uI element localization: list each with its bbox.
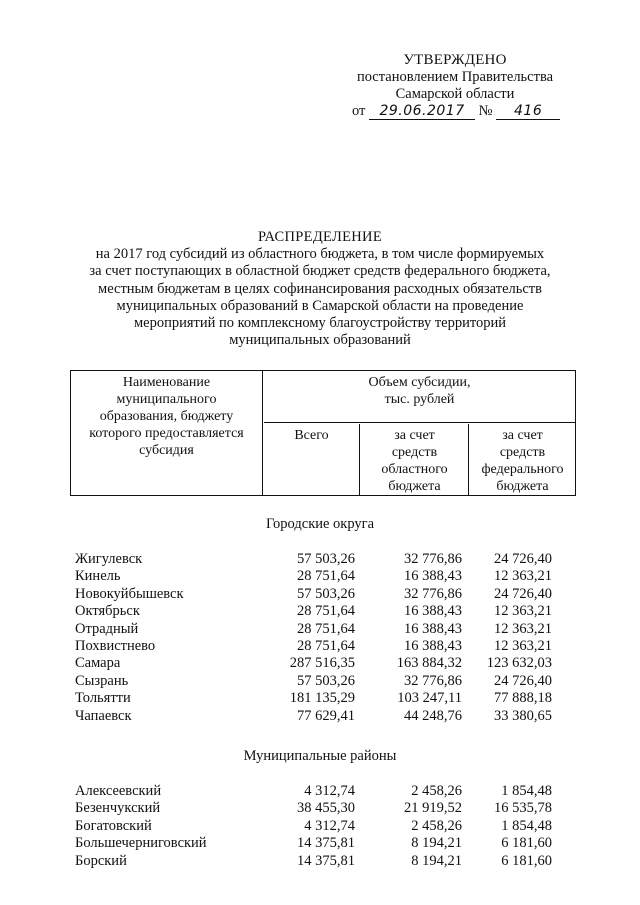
regional-value: 32 776,86 <box>404 585 462 602</box>
header-total-column <box>264 424 360 495</box>
federal-value: 12 363,21 <box>494 620 552 637</box>
title-line: за счет поступающих в областной бюджет средств федерального бюджета, <box>89 263 551 280</box>
title-line: местным бюджетам в целях софинансирования расходных обязательств <box>98 280 542 297</box>
total-value: 28 751,64 <box>297 637 355 654</box>
municipality-name: Октябрьск <box>75 603 140 620</box>
regional-value: 16 388,43 <box>404 637 462 654</box>
regional-value: 103 247,11 <box>397 690 462 707</box>
section-title-city-districts: Городские округа <box>265 516 375 532</box>
header-text: бюджета <box>388 479 441 494</box>
federal-value: 12 363,21 <box>494 637 552 654</box>
municipality-name: Самара <box>75 655 121 672</box>
municipality-name: Сызрань <box>75 672 129 689</box>
federal-value: 1 854,48 <box>501 783 552 799</box>
total-value: 77 629,41 <box>297 707 355 724</box>
number-prefix: № <box>478 103 493 119</box>
federal-value: 16 535,78 <box>494 800 552 817</box>
municipality-name: Кинель <box>75 568 121 585</box>
approval-line-2: Самарской области <box>395 86 515 102</box>
regional-value: 8 194,21 <box>411 852 462 869</box>
table-row <box>0 638 640 655</box>
total-value: 28 751,64 <box>297 568 355 585</box>
total-value: 38 455,30 <box>297 800 355 817</box>
total-value: 4 312,74 <box>304 783 355 799</box>
regional-value: 21 919,52 <box>404 800 462 817</box>
title-line: мероприятий по комплексному благоустройству территорий <box>133 315 507 332</box>
municipality-name: Богатовский <box>75 817 152 834</box>
title-line: муниципальных образований в Самарской области на проведение <box>116 297 524 314</box>
table-header <box>70 370 576 496</box>
municipality-name: Чапаевск <box>75 707 132 724</box>
header-text: средств <box>391 445 438 460</box>
header-volume <box>264 371 575 423</box>
title-line: муниципальных образований <box>229 332 411 349</box>
header-text: муниципального <box>116 392 217 407</box>
header-text: Объем субсидии, <box>368 375 471 390</box>
header-text: которого предоставляется <box>89 426 244 441</box>
federal-value: 12 363,21 <box>494 568 552 585</box>
table-row <box>0 603 640 620</box>
header-text: средств <box>499 445 546 460</box>
table-row <box>0 690 640 707</box>
regional-value: 8 194,21 <box>411 835 462 852</box>
header-text: Всего <box>294 428 329 443</box>
total-value: 57 503,26 <box>297 551 355 567</box>
municipality-name: Алексеевский <box>75 783 162 799</box>
approval-line-1: постановлением Правительства <box>356 69 554 85</box>
table-row <box>0 586 640 603</box>
municipality-name: Жигулевск <box>75 551 143 567</box>
federal-value: 24 726,40 <box>494 672 552 689</box>
total-value: 57 503,26 <box>297 672 355 689</box>
municipality-name: Похвистнево <box>75 637 156 654</box>
header-text: бюджета <box>496 479 549 494</box>
total-value: 181 135,29 <box>289 690 355 707</box>
approval-block <box>340 52 570 120</box>
date-prefix: от <box>352 103 366 119</box>
table-row <box>0 818 640 835</box>
federal-value: 24 726,40 <box>494 551 552 567</box>
federal-value: 77 888,18 <box>494 690 552 707</box>
regional-value: 163 884,32 <box>396 655 462 672</box>
table-row <box>0 708 640 725</box>
regional-value: 32 776,86 <box>404 672 462 689</box>
total-value: 28 751,64 <box>297 620 355 637</box>
header-text: образования, бюджету <box>99 409 234 424</box>
header-text: за счет <box>502 428 543 443</box>
approval-date-line <box>340 103 570 120</box>
approval-heading: УТВЕРЖДЕНО <box>403 52 507 68</box>
document-title: РАСПРЕДЕЛЕНИЕ <box>258 229 382 245</box>
federal-value: 24 726,40 <box>494 585 552 602</box>
table-row <box>0 551 640 568</box>
total-value: 4 312,74 <box>304 817 355 834</box>
table-row <box>0 853 640 870</box>
municipality-name: Новокуйбышевск <box>75 585 184 602</box>
table-row <box>0 673 640 690</box>
header-text: тыс. рублей <box>384 392 455 407</box>
table-row <box>0 783 640 800</box>
regional-value: 2 458,26 <box>411 783 462 799</box>
header-federal-column <box>470 424 575 495</box>
total-value: 287 516,35 <box>289 655 355 672</box>
table-row <box>0 655 640 672</box>
table-row <box>0 621 640 638</box>
federal-value: 123 632,03 <box>486 655 552 672</box>
header-text: субсидия <box>139 443 194 458</box>
table-row <box>0 800 640 817</box>
total-value: 57 503,26 <box>297 585 355 602</box>
federal-value: 6 181,60 <box>501 852 552 869</box>
city-districts-rows <box>0 551 640 725</box>
municipality-name: Большечерниговский <box>75 835 207 852</box>
regional-value: 16 388,43 <box>404 603 462 620</box>
table-row <box>0 835 640 852</box>
total-value: 28 751,64 <box>297 603 355 620</box>
federal-value: 12 363,21 <box>494 603 552 620</box>
header-text: федерального <box>481 462 564 477</box>
federal-value: 6 181,60 <box>501 835 552 852</box>
header-regional-column <box>361 424 469 495</box>
municipality-name: Борский <box>75 852 127 869</box>
total-value: 14 375,81 <box>297 835 355 852</box>
header-name-column <box>71 371 263 495</box>
federal-value: 1 854,48 <box>501 817 552 834</box>
header-text: за счет <box>394 428 435 443</box>
handwritten-number: 416 <box>496 104 560 120</box>
municipality-name: Отрадный <box>75 620 139 637</box>
header-text: областного <box>381 462 448 477</box>
table-row <box>0 568 640 585</box>
regional-value: 16 388,43 <box>404 568 462 585</box>
regional-value: 32 776,86 <box>404 551 462 567</box>
municipal-districts-rows <box>0 783 640 870</box>
handwritten-date: 29.06.2017 <box>369 104 475 120</box>
regional-value: 44 248,76 <box>404 707 462 724</box>
header-text: Наименование <box>122 375 211 390</box>
title-line: на 2017 год субсидий из областного бюджета, в том числе формируемых <box>95 246 545 263</box>
regional-value: 16 388,43 <box>404 620 462 637</box>
section-title-municipal-districts: Муниципальные районы <box>243 748 397 764</box>
municipality-name: Безенчукский <box>75 800 161 817</box>
municipality-name: Тольятти <box>75 690 131 707</box>
document-title-block <box>60 229 580 349</box>
federal-value: 33 380,65 <box>494 707 552 724</box>
regional-value: 2 458,26 <box>411 817 462 834</box>
total-value: 14 375,81 <box>297 852 355 869</box>
